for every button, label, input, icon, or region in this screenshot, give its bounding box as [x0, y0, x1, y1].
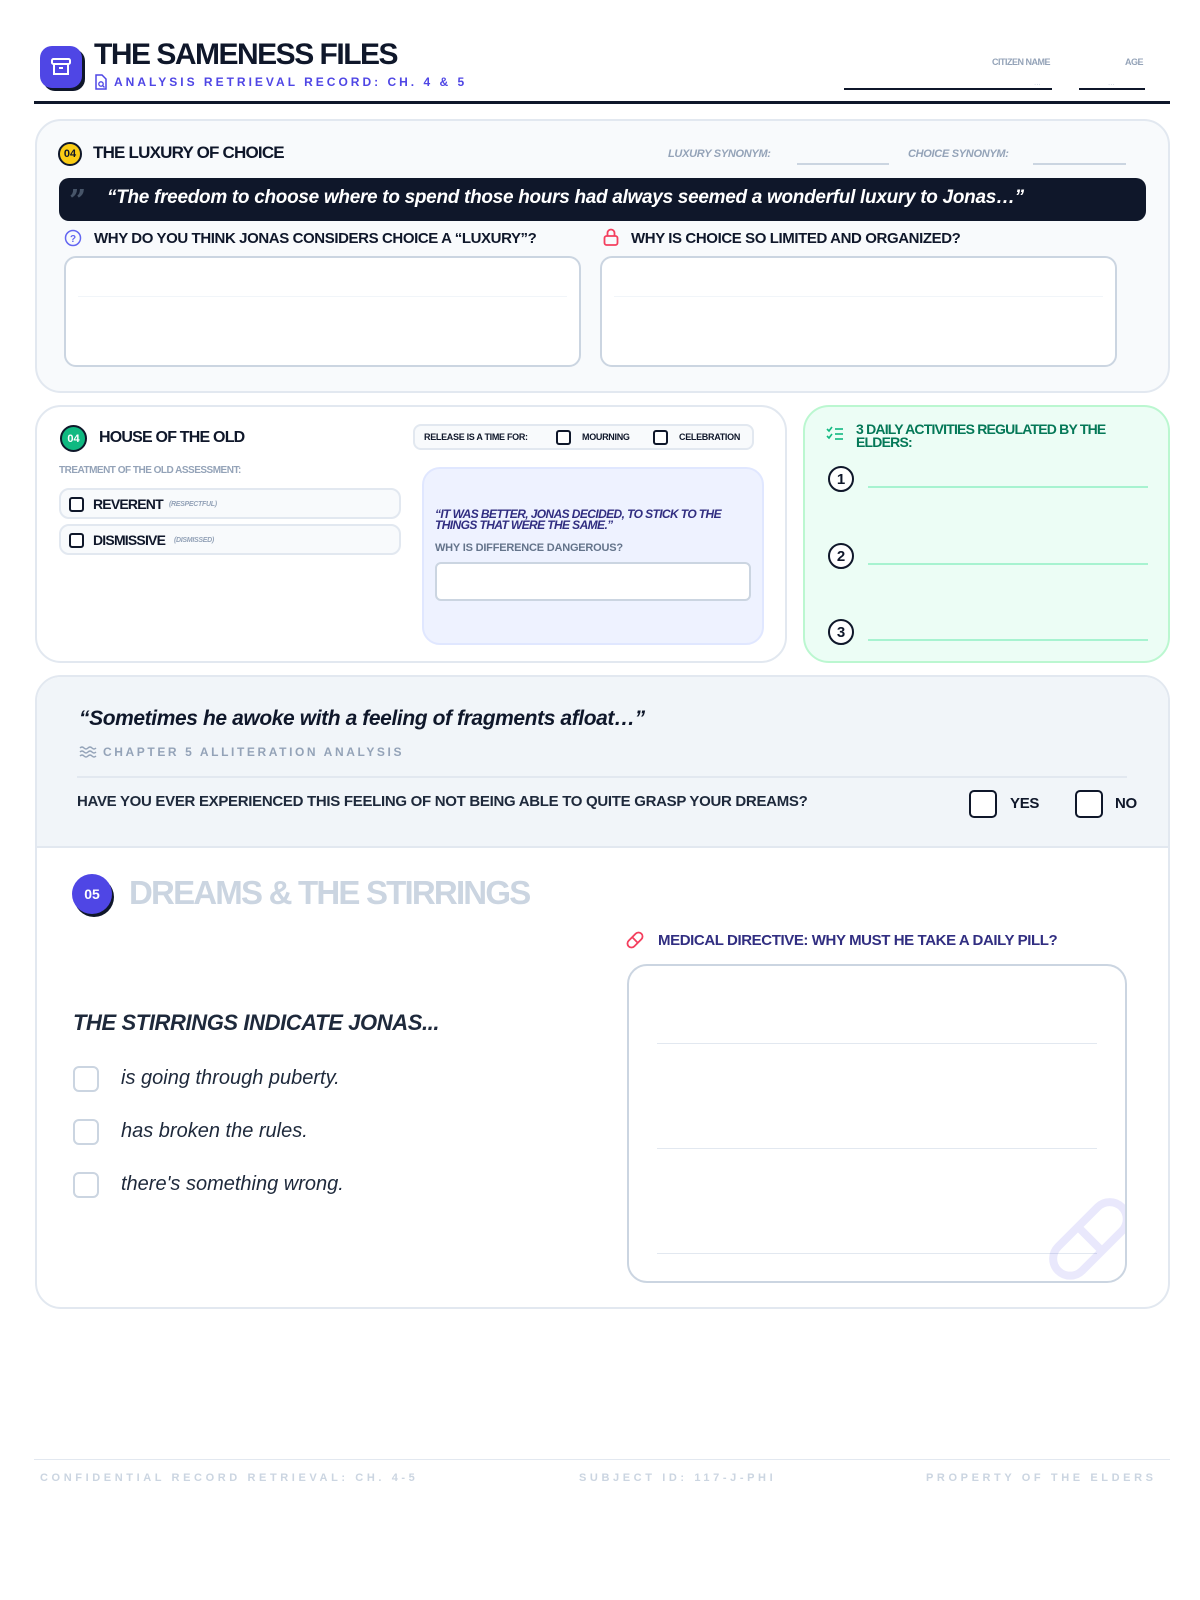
- footer-left: CONFIDENTIAL RECORD RETRIEVAL: CH. 4-5: [40, 1472, 419, 1484]
- daily-activities-section: [803, 405, 1170, 663]
- subtitle-row: [94, 74, 467, 90]
- quote-banner: [59, 178, 1146, 221]
- option-dismissive[interactable]: [59, 524, 401, 555]
- activities-title: 3 DAILY ACTIVITIES REGULATED BY THE ELDERS:: [856, 421, 1106, 450]
- pill-icon: [624, 929, 646, 951]
- citizen-name-label: CITIZEN NAME: [992, 57, 1050, 67]
- release-question: [413, 424, 754, 450]
- section-title: THE LUXURY OF CHOICE: [93, 143, 284, 162]
- choice-synonym-field[interactable]: [1033, 163, 1126, 165]
- sameness-quote: “IT WAS BETTER, JONAS DECIDED, TO STICK TO THE THINGS THAT WERE THE SAME.”: [435, 507, 721, 532]
- svg-text:?: ?: [69, 234, 77, 245]
- stirrings-option: there's something wrong.: [121, 1173, 344, 1195]
- section-title: HOUSE OF THE OLD: [99, 429, 245, 446]
- dream-question: HAVE YOU EVER EXPERIENCED THIS FEELING OF NOT BEING ABLE TO QUITE GRASP YOUR DREAMS?: [77, 793, 808, 810]
- stirrings-checkbox-wrong[interactable]: [73, 1172, 99, 1198]
- sameness-quote-card: [422, 467, 764, 645]
- page-header: [34, 36, 1170, 104]
- archive-icon: [40, 46, 82, 88]
- stirrings-option: has broken the rules.: [121, 1120, 308, 1142]
- luxury-answer-box[interactable]: [64, 256, 581, 367]
- option-label: DISMISSIVE: [93, 532, 166, 548]
- medical-question: MEDICAL DIRECTIVE: WHY MUST HE TAKE A DAILY PILL?: [658, 931, 1058, 949]
- house-of-the-old-section: [35, 405, 787, 663]
- footer-center: SUBJECT ID: 117-J-PHI: [579, 1472, 777, 1484]
- medical-answer-box[interactable]: [627, 964, 1127, 1283]
- mourning-checkbox[interactable]: [556, 430, 571, 445]
- dismissive-checkbox[interactable]: [69, 533, 84, 548]
- difference-answer-field[interactable]: [435, 562, 751, 601]
- option-note: (DISMISSED): [174, 537, 214, 544]
- fragments-quote: “Sometimes he awoke with a feeling of fragments afloat…”: [79, 707, 645, 730]
- checklist-icon: [826, 426, 844, 442]
- lock-icon: [602, 227, 620, 247]
- age-placeholder: ...: [1108, 78, 1115, 87]
- citizen-name-field[interactable]: [844, 88, 1052, 90]
- difference-question: WHY IS DIFFERENCE DANGEROUS?: [435, 542, 623, 554]
- quote-icon: ”: [69, 184, 87, 219]
- section-badge: 04: [60, 425, 87, 452]
- release-label: RELEASE IS A TIME FOR:: [424, 432, 528, 442]
- quote-text: “The freedom to choose where to spend those hours had always seemed a wonderful luxury to Jonas…”: [107, 187, 1024, 208]
- choice-synonym-label: CHOICE SYNONYM:: [908, 148, 1009, 160]
- pill-watermark-icon: [1015, 1181, 1125, 1281]
- age-label: AGE: [1125, 57, 1144, 67]
- activity-field-1[interactable]: [868, 486, 1148, 488]
- footer-right: PROPERTY OF THE ELDERS: [926, 1472, 1157, 1484]
- question-limited-choice: WHY IS CHOICE SO LIMITED AND ORGANIZED?: [631, 230, 961, 247]
- option-reverent[interactable]: [59, 488, 401, 519]
- activity-number: 3: [828, 619, 854, 645]
- activity-number: 2: [828, 543, 854, 569]
- help-icon: [64, 229, 82, 247]
- stirrings-title: THE STIRRINGS INDICATE JONAS...: [73, 1010, 440, 1035]
- age-field[interactable]: [1079, 88, 1145, 90]
- dreams-section: [35, 675, 1170, 1309]
- assessment-label: TREATMENT OF THE OLD ASSESSMENT:: [59, 465, 241, 476]
- section-badge: 05: [72, 874, 112, 914]
- alliteration-caption-row: [79, 745, 404, 759]
- activity-number: 1: [828, 466, 854, 492]
- no-label: NO: [1115, 795, 1137, 812]
- citizen-name-placeholder: ...: [1034, 78, 1041, 87]
- section-badge: 04: [58, 142, 82, 166]
- reverent-checkbox[interactable]: [69, 497, 84, 512]
- stirrings-checkbox-rules[interactable]: [73, 1119, 99, 1145]
- no-checkbox[interactable]: [1075, 790, 1103, 818]
- activity-field-3[interactable]: [868, 639, 1148, 641]
- celebration-label: CELEBRATION: [679, 432, 741, 442]
- document-search-icon: [94, 74, 108, 90]
- yes-checkbox[interactable]: [969, 790, 997, 818]
- activity-field-2[interactable]: [868, 563, 1148, 565]
- alliteration-caption: CHAPTER 5 ALLITERATION ANALYSIS: [103, 745, 405, 759]
- stirrings-option: is going through puberty.: [121, 1067, 340, 1089]
- mourning-label: MOURNING: [582, 432, 630, 442]
- option-label: REVERENT: [93, 496, 163, 512]
- luxury-synonym-label: LUXURY SYNONYM:: [668, 148, 771, 160]
- celebration-checkbox[interactable]: [653, 430, 668, 445]
- page-footer: [34, 1459, 1170, 1484]
- medical-directive-row: [624, 929, 1057, 951]
- yes-label: YES: [1010, 795, 1040, 812]
- question-luxury: WHY DO YOU THINK JONAS CONSIDERS CHOICE A “LUXURY”?: [94, 230, 537, 247]
- divider: [77, 776, 1127, 778]
- stirrings-checkbox-puberty[interactable]: [73, 1066, 99, 1092]
- waves-icon: [79, 745, 97, 759]
- section-title: DREAMS & THE STIRRINGS: [129, 874, 530, 911]
- page-subtitle: ANALYSIS RETRIEVAL RECORD: CH. 4 & 5: [114, 75, 468, 89]
- option-note: (RESPECTFUL): [169, 501, 217, 508]
- page-title: THE SAMENESS FILES: [94, 38, 398, 71]
- limited-choice-answer-box[interactable]: [600, 256, 1117, 367]
- luxury-synonym-field[interactable]: [797, 163, 889, 165]
- luxury-of-choice-section: [35, 119, 1170, 393]
- fragments-panel: [37, 677, 1170, 848]
